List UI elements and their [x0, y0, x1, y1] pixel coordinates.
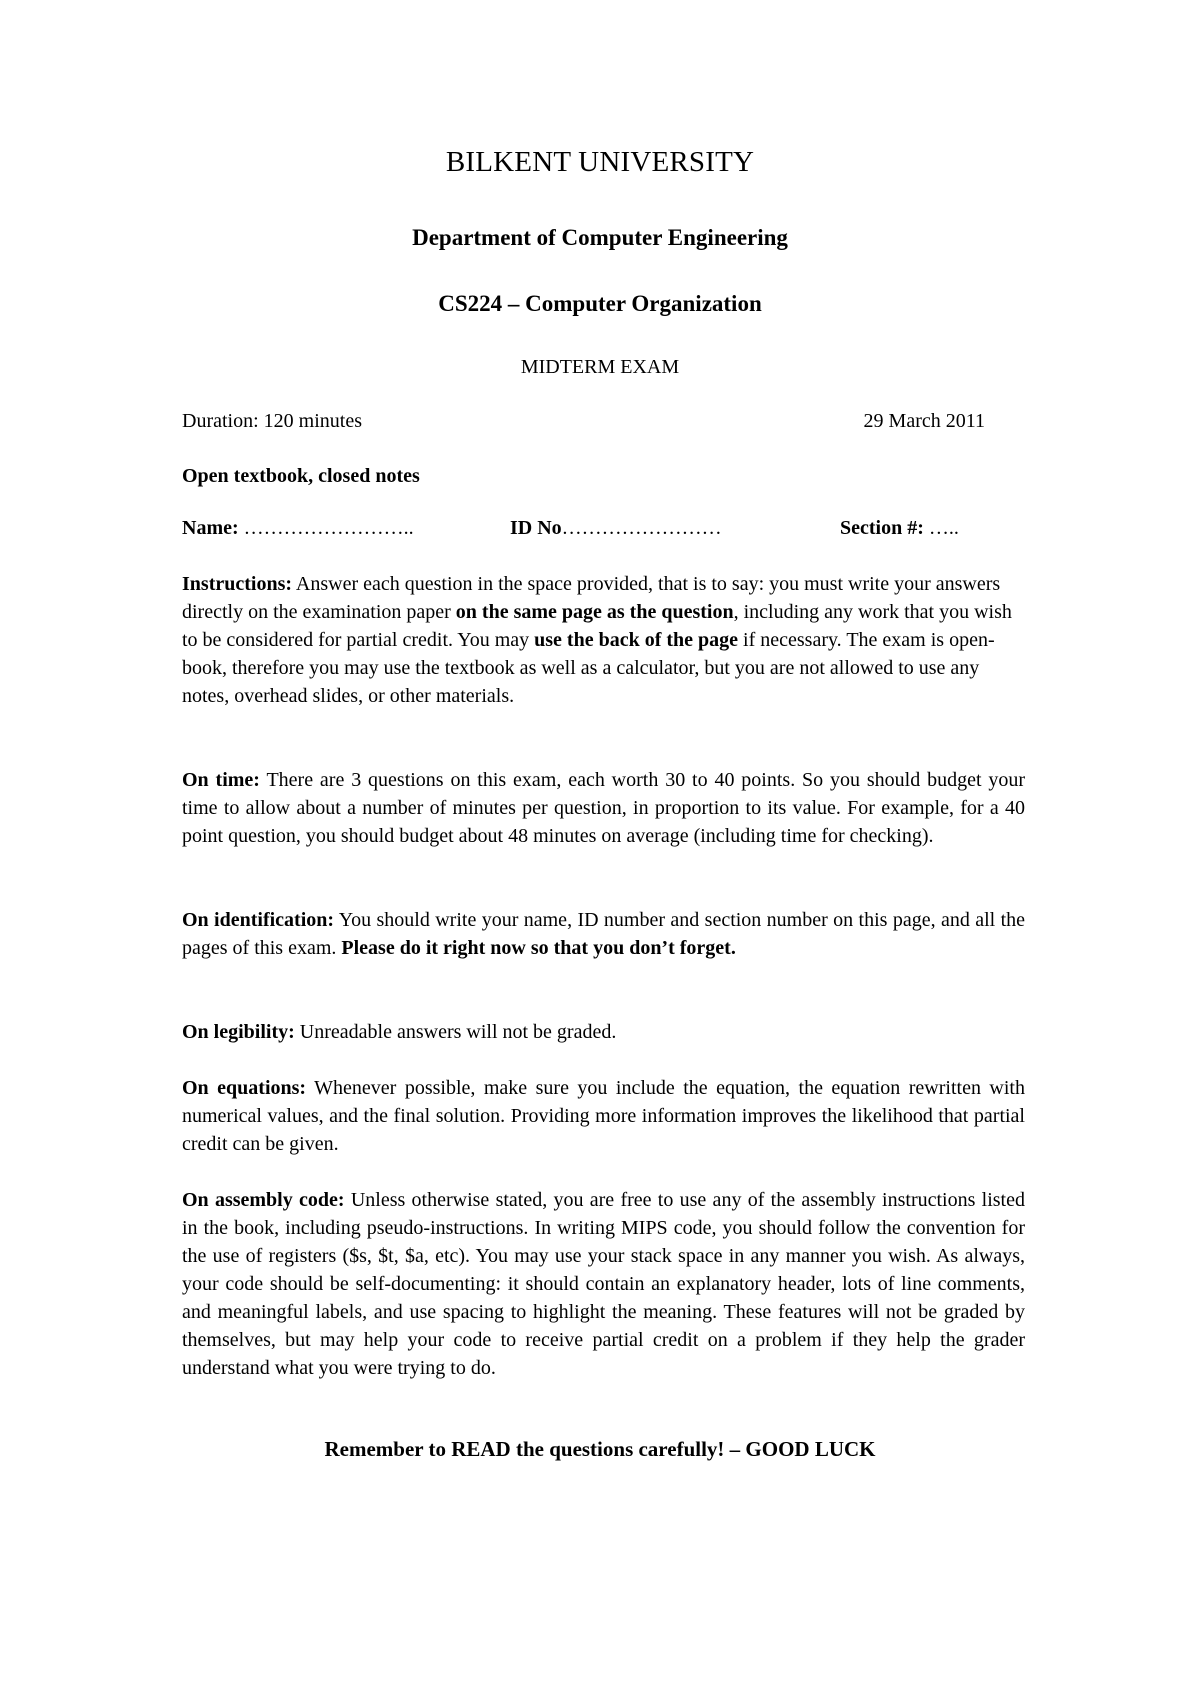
on-equations-paragraph: [182, 1074, 1025, 1158]
on-time-paragraph: [182, 766, 1025, 850]
instructions-label: Instructions:: [182, 573, 293, 595]
on-identification-text: You should write your name, ID number and section number on this page, and all the pages of this exam.: [182, 909, 1026, 959]
course-title: CS224 – Computer Organization: [438, 291, 762, 316]
instructions-text-1: Answer each question in the space provided, that is to say: you must write your answers directly on the examination paper: [182, 573, 1001, 623]
on-legibility-paragraph: [182, 1018, 1025, 1046]
duration-text: Duration: 120 minutes: [182, 410, 362, 432]
name-blank: ……………………..: [243, 517, 414, 539]
section-label: Section #:: [840, 517, 924, 539]
on-equations-label: On equations:: [182, 1077, 307, 1099]
on-assembly-paragraph: [182, 1186, 1025, 1382]
section-field: [840, 517, 959, 540]
on-identification-label: On identification:: [182, 909, 335, 931]
closing-message: Remember to READ the questions carefully! – GOOD LUCK: [324, 1437, 876, 1461]
on-assembly-label: On assembly code:: [182, 1189, 345, 1211]
instructions-bold-2: use the back of the page: [534, 629, 739, 651]
on-legibility-text: Unreadable answers will not be graded.: [294, 1021, 617, 1043]
on-assembly-text: Unless otherwise stated, you are free to use any of the assembly instructions listed in the book, including pseudo-instructions. In writing MIPS code, you should follow the convention for the use of registers ($s, $t, $a, etc). You may use your stack space in any manner you wish. As always, your code should be self-documenting: it should contain an explanatory header, lots of line comments, and meaningful labels, and use spacing to highlight the meaning. These features will not be graded by themselves, but may help your code to receive partial credit on a problem if they help the grader understand what you were trying to do.: [182, 1189, 1025, 1379]
name-field: [182, 517, 414, 540]
name-label: Name:: [182, 517, 239, 539]
on-time-text: There are 3 questions on this exam, each worth 30 to 40 points. So you should budget your time to allow about a number of minutes per question, in proportion to its value. For example, for a 40 point question, you should budget about 48 minutes on average (including time for checking).: [182, 769, 1026, 847]
open-book-policy: Open textbook, closed notes: [182, 465, 420, 487]
instructions-paragraph: [182, 570, 1025, 710]
on-legibility-label: On legibility:: [182, 1021, 295, 1043]
section-blank: …..: [928, 517, 959, 539]
id-blank: ……………………: [561, 517, 722, 539]
on-identification-bold: Please do it right now so that you don’t forget.: [341, 937, 736, 959]
university-title: BILKENT UNIVERSITY: [445, 146, 755, 178]
id-label: ID No: [510, 517, 562, 539]
department-title: Department of Computer Engineering: [412, 225, 788, 250]
on-time-label: On time:: [182, 769, 260, 791]
instructions-bold-1: on the same page as the question: [455, 601, 734, 623]
id-field: [510, 517, 722, 540]
duration-row: [182, 410, 1022, 433]
instructions-text-2: , including any work that you wish to be considered for partial credit. You may: [182, 601, 1012, 651]
exam-date: 29 March 2011: [863, 410, 985, 432]
exam-type: MIDTERM EXAM: [520, 356, 680, 378]
on-equations-text: Whenever possible, make sure you include the equation, the equation rewritten with numerical values, and the final solution. Providing more information improves the likelihood that partial credit can be given.: [182, 1077, 1025, 1155]
instructions-text-3: if necessary. The exam is open-book, therefore you may use the textbook as well as a calculator, but you are not allowed to use any notes, overhead slides, or other materials.: [182, 629, 995, 707]
on-identification-paragraph: [182, 906, 1025, 962]
